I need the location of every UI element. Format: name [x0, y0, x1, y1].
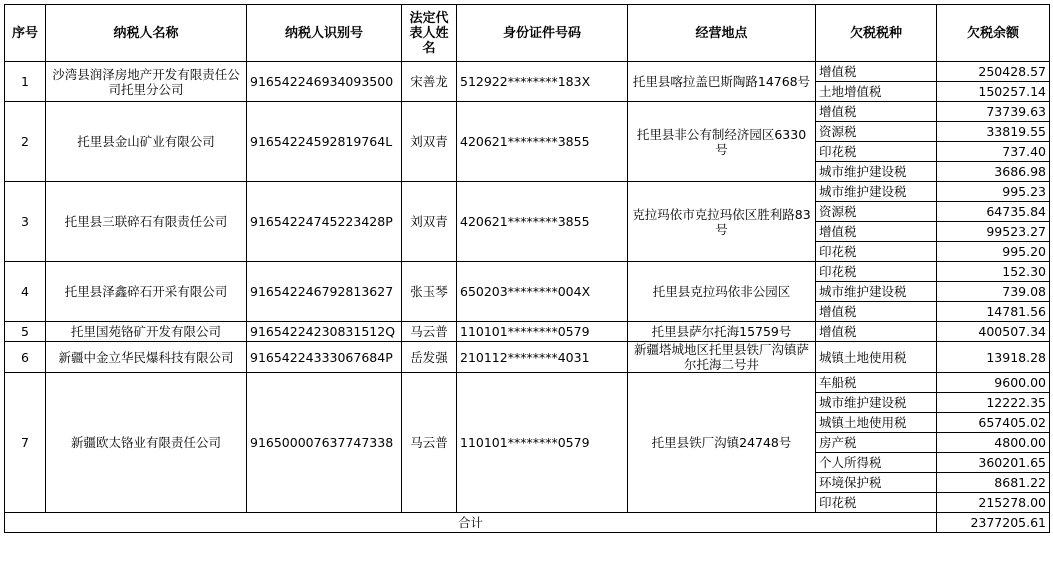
- taxpayer-name: 托里国苑铬矿开发有限公司: [46, 322, 247, 342]
- arrears-amount: 995.23: [937, 182, 1050, 202]
- tax-type: 城市维护建设税: [816, 393, 937, 413]
- header-taxpayer-id: 纳税人识别号: [247, 5, 402, 62]
- table-row: [5, 62, 1050, 82]
- business-address: 新疆塔城地区托里县铁厂沟镇萨尔托海二号井: [628, 342, 816, 373]
- tax-type: 房产税: [816, 433, 937, 453]
- header-seq: 序号: [5, 5, 46, 62]
- row-seq: 4: [5, 262, 46, 322]
- legal-rep-name: 马云普: [402, 373, 457, 513]
- arrears-amount: 13918.28: [937, 342, 1050, 373]
- header-tax-type: 欠税税种: [816, 5, 937, 62]
- taxpayer-name: 新疆欧太铬业有限责任公司: [46, 373, 247, 513]
- arrears-amount: 99523.27: [937, 222, 1050, 242]
- arrears-amount: 737.40: [937, 142, 1050, 162]
- taxpayer-id: 91654224592819764L: [247, 102, 402, 182]
- tax-type: 印花税: [816, 493, 937, 513]
- table-row: [5, 342, 1050, 373]
- tax-type: 环境保护税: [816, 473, 937, 493]
- legal-rep-name: 宋善龙: [402, 62, 457, 102]
- tax-type: 城镇土地使用税: [816, 342, 937, 373]
- arrears-amount: 152.30: [937, 262, 1050, 282]
- tax-type: 增值税: [816, 222, 937, 242]
- tax-type: 资源税: [816, 202, 937, 222]
- header-legal-rep: 法定代表人姓名: [402, 5, 457, 62]
- header-row: [5, 5, 1050, 62]
- id-number: 512922********183X: [457, 62, 628, 102]
- tax-type: 土地增值税: [816, 82, 937, 102]
- id-number: 110101********0579: [457, 322, 628, 342]
- tax-type: 印花税: [816, 142, 937, 162]
- taxpayer-name: 沙湾县润泽房地产开发有限责任公司托里分公司: [46, 62, 247, 102]
- arrears-amount: 739.08: [937, 282, 1050, 302]
- table-row: [5, 182, 1050, 202]
- header-id-number: 身份证件号码: [457, 5, 628, 62]
- arrears-amount: 4800.00: [937, 433, 1050, 453]
- business-address: 克拉玛依市克拉玛依区胜利路83号: [628, 182, 816, 262]
- table-row: [5, 322, 1050, 342]
- tax-arrears-table: [4, 4, 1050, 533]
- arrears-amount: 14781.56: [937, 302, 1050, 322]
- arrears-amount: 215278.00: [937, 493, 1050, 513]
- id-number: 420621********3855: [457, 102, 628, 182]
- arrears-amount: 12222.35: [937, 393, 1050, 413]
- table-row: [5, 262, 1050, 282]
- business-address: 托里县非公有制经济园区6330号: [628, 102, 816, 182]
- header-business-address: 经营地点: [628, 5, 816, 62]
- legal-rep-name: 岳发强: [402, 342, 457, 373]
- tax-type: 增值税: [816, 302, 937, 322]
- table-body: [5, 62, 1050, 533]
- arrears-amount: 3686.98: [937, 162, 1050, 182]
- arrears-amount: 64735.84: [937, 202, 1050, 222]
- taxpayer-id: 916500007637747338: [247, 373, 402, 513]
- taxpayer-name: 新疆中金立华民爆科技有限公司: [46, 342, 247, 373]
- tax-type: 车船税: [816, 373, 937, 393]
- row-seq: 1: [5, 62, 46, 102]
- tax-type: 个人所得税: [816, 453, 937, 473]
- taxpayer-id: 91654224333067684P: [247, 342, 402, 373]
- business-address: 托里县克拉玛依非公园区: [628, 262, 816, 322]
- id-number: 110101********0579: [457, 373, 628, 513]
- total-row: [5, 513, 1050, 533]
- tax-type: 城市维护建设税: [816, 162, 937, 182]
- row-seq: 6: [5, 342, 46, 373]
- legal-rep-name: 张玉琴: [402, 262, 457, 322]
- taxpayer-id: 91654224230831512Q: [247, 322, 402, 342]
- header-taxpayer-name: 纳税人名称: [46, 5, 247, 62]
- arrears-amount: 9600.00: [937, 373, 1050, 393]
- legal-rep-name: 刘双青: [402, 182, 457, 262]
- arrears-amount: 73739.63: [937, 102, 1050, 122]
- business-address: 托里县喀拉盖巴斯陶路14768号: [628, 62, 816, 102]
- row-seq: 3: [5, 182, 46, 262]
- tax-type: 印花税: [816, 262, 937, 282]
- arrears-amount: 33819.55: [937, 122, 1050, 142]
- id-number: 650203********004X: [457, 262, 628, 322]
- business-address: 托里县萨尔托海15759号: [628, 322, 816, 342]
- taxpayer-name: 托里县三联碎石有限责任公司: [46, 182, 247, 262]
- arrears-amount: 995.20: [937, 242, 1050, 262]
- taxpayer-id: 91654224745223428P: [247, 182, 402, 262]
- row-seq: 2: [5, 102, 46, 182]
- arrears-amount: 250428.57: [937, 62, 1050, 82]
- table-row: [5, 102, 1050, 122]
- taxpayer-id: 916542246934093500: [247, 62, 402, 102]
- tax-type: 印花税: [816, 242, 937, 262]
- taxpayer-name: 托里县金山矿业有限公司: [46, 102, 247, 182]
- arrears-amount: 8681.22: [937, 473, 1050, 493]
- business-address: 托里县铁厂沟镇24748号: [628, 373, 816, 513]
- header-arrears-balance: 欠税余额: [937, 5, 1050, 62]
- taxpayer-name: 托里县泽鑫碎石开采有限公司: [46, 262, 247, 322]
- arrears-amount: 400507.34: [937, 322, 1050, 342]
- tax-type: 资源税: [816, 122, 937, 142]
- tax-type: 城市维护建设税: [816, 182, 937, 202]
- row-seq: 7: [5, 373, 46, 513]
- taxpayer-id: 916542246792813627: [247, 262, 402, 322]
- arrears-amount: 150257.14: [937, 82, 1050, 102]
- tax-type: 增值税: [816, 102, 937, 122]
- tax-type: 增值税: [816, 62, 937, 82]
- id-number: 420621********3855: [457, 182, 628, 262]
- table-row: [5, 373, 1050, 393]
- legal-rep-name: 刘双青: [402, 102, 457, 182]
- total-amount: 2377205.61: [937, 513, 1050, 533]
- arrears-amount: 657405.02: [937, 413, 1050, 433]
- arrears-amount: 360201.65: [937, 453, 1050, 473]
- row-seq: 5: [5, 322, 46, 342]
- id-number: 210112********4031: [457, 342, 628, 373]
- total-label: 合计: [5, 513, 937, 533]
- tax-type: 城镇土地使用税: [816, 413, 937, 433]
- tax-type: 城市维护建设税: [816, 282, 937, 302]
- tax-type: 增值税: [816, 322, 937, 342]
- legal-rep-name: 马云普: [402, 322, 457, 342]
- arrears-table-container: [4, 4, 1050, 533]
